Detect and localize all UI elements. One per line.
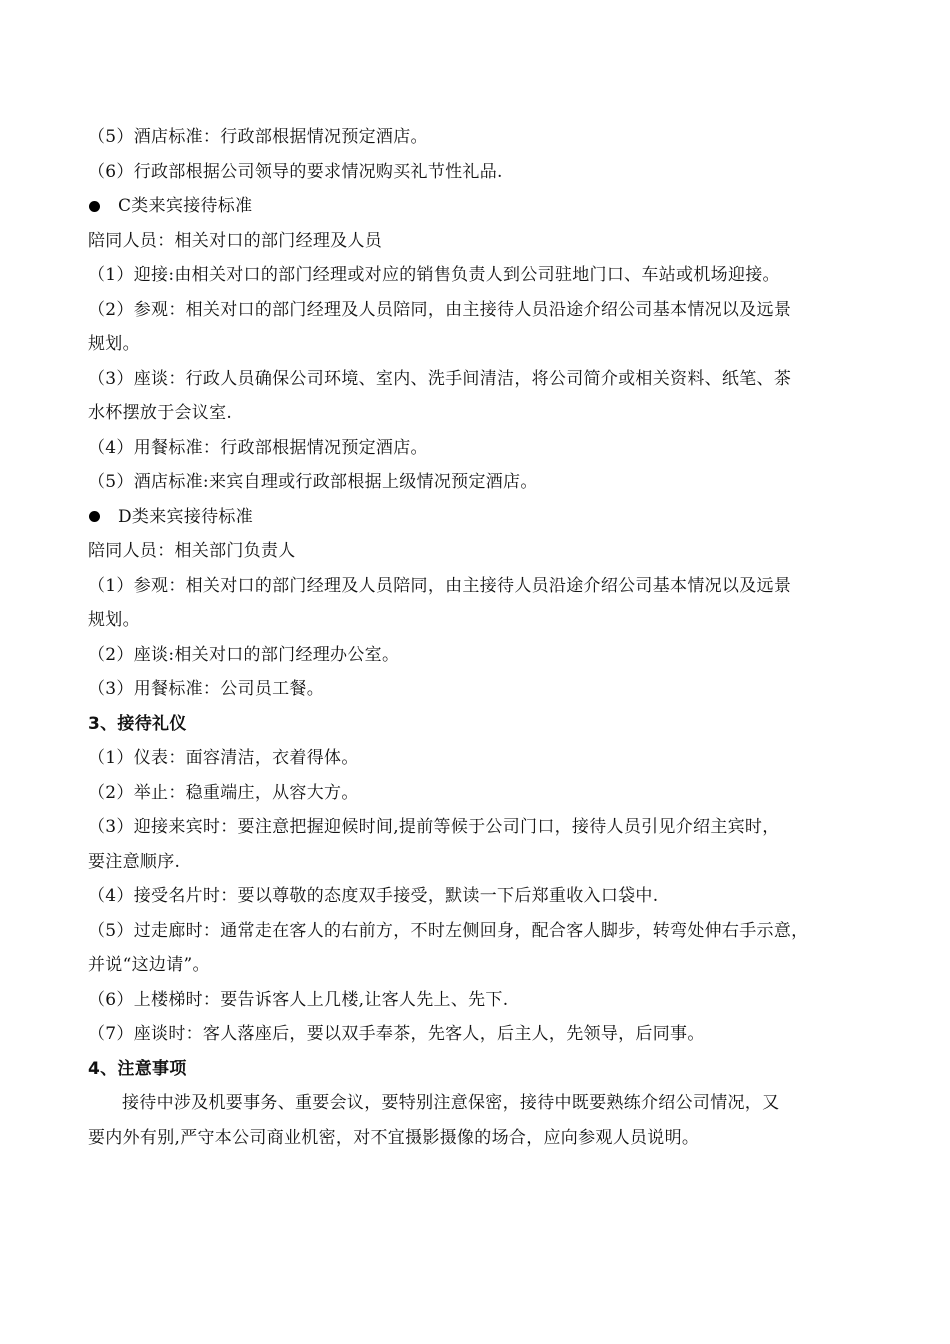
section-heading: 4、注意事项 xyxy=(88,1058,187,1079)
bullet-item-c-class xyxy=(88,189,868,224)
text-line: （2）座谈:相关对口的部门经理办公室。 xyxy=(88,644,400,665)
text-line: 规划。 xyxy=(88,610,140,630)
bullet-text: C类来宾接待标准 xyxy=(118,196,253,216)
text-line: （5）酒店标准:来宾自理或行政部根据上级情况预定酒店。 xyxy=(88,472,538,492)
document-page xyxy=(88,120,868,1155)
text-line: （2）举止：稳重端庄，从容大方。 xyxy=(88,782,359,803)
text-line: （6）上楼梯时：要告诉客人上几楼,让客人先上、先下. xyxy=(88,989,509,1010)
text-line: （6）行政部根据公司领导的要求情况购买礼节性礼品. xyxy=(88,161,503,182)
text-line: 接待中涉及机要事务、重要会议，要特别注意保密，接待中既要熟练介绍公司情况，又 xyxy=(122,1093,780,1113)
text-line: （5）过走廊时：通常走在客人的右前方，不时左侧回身，配合客人脚步，转弯处伸右手示意， xyxy=(88,920,809,941)
text-line: 陪同人员：相关部门负责人 xyxy=(88,541,296,561)
text-line: （1）迎接:由相关对口的部门经理或对应的销售负责人到公司驻地门口、车站或机场迎接。 xyxy=(88,265,780,285)
text-line: （7）座谈时：客人落座后，要以双手奉茶，先客人，后主人，先领导，后同事。 xyxy=(88,1024,705,1044)
text-line: 规划。 xyxy=(88,334,140,354)
text-line: 陪同人员：相关对口的部门经理及人员 xyxy=(88,230,383,251)
section-heading: 3、接待礼仪 xyxy=(88,713,187,734)
text-line: （3）迎接来宾时：要注意把握迎候时间,提前等候于公司门口，接待人员引见介绍主宾时， xyxy=(88,817,780,837)
text-line: （4）用餐标准：行政部根据情况预定酒店。 xyxy=(88,437,428,458)
bullet-text: D类来宾接待标准 xyxy=(118,506,254,527)
text-line: （3）用餐标准：公司员工餐。 xyxy=(88,679,325,699)
text-line: （5）酒店标准：行政部根据情况预定酒店。 xyxy=(88,127,428,147)
text-line: 要内外有别,严守本公司商业机密，对不宜摄影摄像的场合，应向参观人员说明。 xyxy=(88,1127,700,1148)
bullet-icon xyxy=(89,201,100,212)
text-line: 并说“这边请”。 xyxy=(88,955,210,975)
bullet-icon xyxy=(89,511,100,522)
text-line: （4）接受名片时：要以尊敬的态度双手接受，默读一下后郑重收入口袋中. xyxy=(88,886,659,906)
text-line: （1）仪表：面容清洁，衣着得体。 xyxy=(88,748,359,768)
text-line: （3）座谈：行政人员确保公司环境、室内、洗手间清洁，将公司简介或相关资料、纸笔、茶 xyxy=(88,368,792,389)
text-line: 要注意顺序. xyxy=(88,851,181,872)
bullet-item-d-class xyxy=(88,500,868,535)
text-line: 水杯摆放于会议室. xyxy=(88,403,233,423)
text-line: （1）参观：相关对口的部门经理及人员陪同，由主接待人员沿途介绍公司基本情况以及远景 xyxy=(88,575,792,596)
text-line: （2）参观：相关对口的部门经理及人员陪同，由主接待人员沿途介绍公司基本情况以及远景 xyxy=(88,299,792,320)
